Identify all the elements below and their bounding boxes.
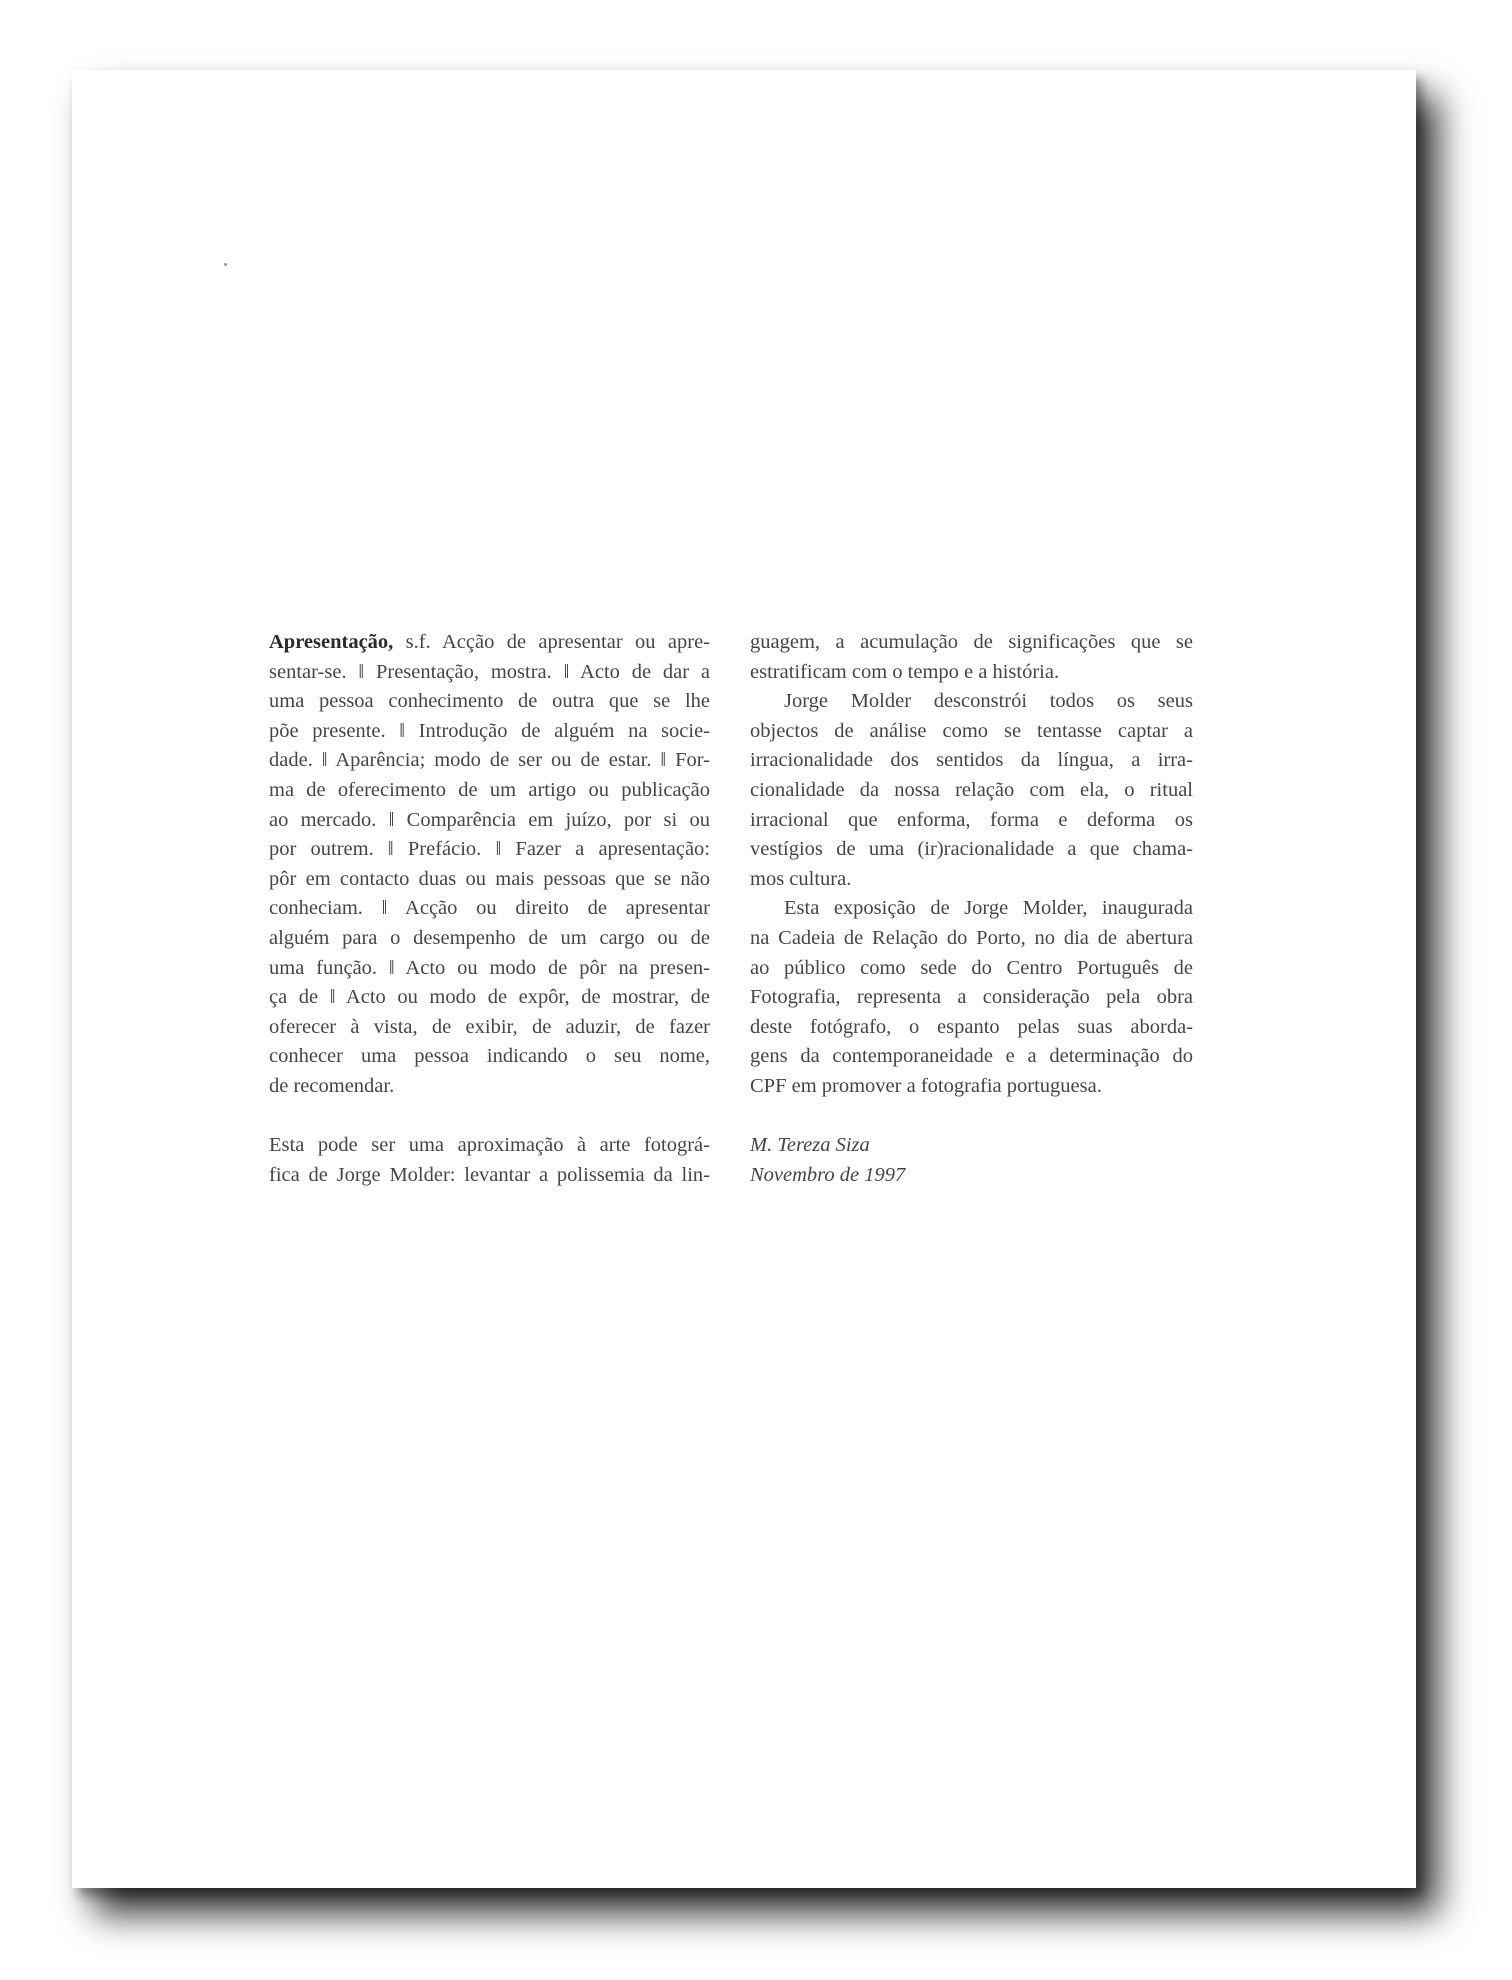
definition-line: alguém para o desempenho de um cargo ou de xyxy=(269,926,710,949)
definition-line: uma função. ‖ Acto ou modo de pôr na presen- xyxy=(269,956,710,979)
right-column xyxy=(750,628,1193,1190)
definition-line: ma de oferecimento de um artigo ou publicação xyxy=(269,778,710,801)
definition-line: Apresentação, s.f. Acção de apresentar ou apre- xyxy=(269,631,710,653)
definition-line: uma pessoa conhecimento de outra que se lhe xyxy=(269,690,710,713)
author-name: M. Tereza Siza xyxy=(750,1134,870,1157)
paragraph-line: ao público como sede do Centro Português de xyxy=(750,956,1193,979)
paragraph-line: irracionalidade dos sentidos da língua, a irra- xyxy=(750,749,1193,772)
signature-date: Novembro de 1997 xyxy=(750,1163,906,1186)
paragraph-exhibition xyxy=(750,894,1193,1101)
paragraph-line: irracional que enforma, forma e deforma os xyxy=(750,808,1193,831)
paragraph-continuation xyxy=(750,628,1193,687)
paragraph-line: na Cadeia de Relação do Porto, no dia de abertura xyxy=(750,926,1193,949)
paragraph-line: estratificam com o tempo e a história. xyxy=(750,660,1060,683)
paragraph-line: gens da contemporaneidade e a determinação do xyxy=(750,1045,1193,1068)
definition-line: oferecer à vista, de exibir, de aduzir, de fazer xyxy=(269,1015,710,1038)
paragraph-line: deste fotógrafo, o espanto pelas suas aborda- xyxy=(750,1015,1193,1038)
paragraph-line: fica de Jorge Molder: levantar a polissemia da lin- xyxy=(269,1163,710,1186)
paragraph-line: mos cultura. xyxy=(750,867,852,890)
definition-line: põe presente. ‖ Introdução de alguém na socie- xyxy=(269,719,710,742)
paragraph-line: vestígios de uma (ir)racionalidade a que chama- xyxy=(750,838,1193,861)
paragraph-line: Jorge Molder desconstrói todos os seus xyxy=(784,690,1193,713)
paragraph-line: CPF em promover a fotografia portuguesa. xyxy=(750,1074,1102,1097)
definition-line: sentar-se. ‖ Presentação, mostra. ‖ Acto de dar a xyxy=(269,660,710,683)
paragraph-line: Esta pode ser uma aproximação à arte fotográ- xyxy=(269,1134,710,1157)
definition-line: por outrem. ‖ Prefácio. ‖ Fazer a apresentação: xyxy=(269,838,710,861)
dictionary-definition xyxy=(269,628,710,1102)
definition-line: ao mercado. ‖ Comparência em juízo, por si ou xyxy=(269,808,710,831)
definition-line: ça de ‖ Acto ou modo de expôr, de mostrar, de xyxy=(269,986,710,1009)
paragraph-line: cionalidade da nossa relação com ela, o ritual xyxy=(750,778,1193,801)
definition-line: dade. ‖ Aparência; modo de ser ou de estar. ‖ For- xyxy=(269,749,710,772)
definition-line: conhecer uma pessoa indicando o seu nome, xyxy=(269,1045,710,1068)
paragraph-line: Esta exposição de Jorge Molder, inaugurada xyxy=(784,897,1193,920)
definition-line: pôr em contacto duas ou mais pessoas que se não xyxy=(269,867,710,890)
signature-block xyxy=(750,1131,1193,1190)
definition-line: de recomendar. xyxy=(269,1074,395,1097)
intro-paragraph xyxy=(269,1131,710,1190)
paragraph-line: objectos de análise como se tentasse captar a xyxy=(750,719,1193,742)
paper-speck xyxy=(224,263,227,266)
left-column xyxy=(269,628,710,1190)
definition-term: Apresentação, xyxy=(269,631,394,653)
definition-line: conheciam. ‖ Acção ou direito de apresentar xyxy=(269,897,710,920)
document-page xyxy=(72,70,1416,1888)
paragraph-molder xyxy=(750,687,1193,894)
paragraph-line: guagem, a acumulação de significações que se xyxy=(750,631,1193,653)
paragraph-line: Fotografia, representa a consideração pela obra xyxy=(750,986,1193,1009)
